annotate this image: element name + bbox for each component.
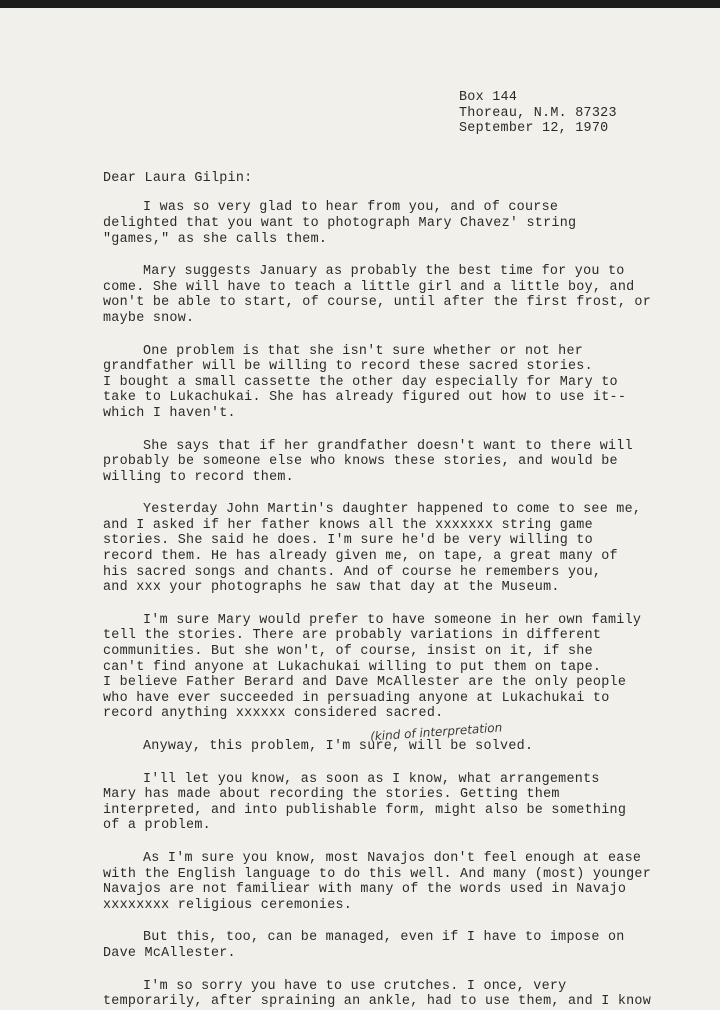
handwritten-annotation: (kind of interpretation [369, 720, 503, 744]
letter-body [103, 90, 663, 1010]
paragraph: Yesterday John Martin's daughter happened to come to see me, and I asked if her father knows all the xxxxxxx string game stories. She said he does. I'm sure he'd be very willing to record them. He has already given me, on tape, a great many of his sacred songs and chants. And of course he remembers you, and xxx your photographs he saw that day at the Museum. [103, 502, 642, 596]
letter-date: September 12, 1970 [459, 121, 609, 137]
paragraph: I'm sure Mary would prefer to have someone in her own family tell the stories. There are probably variations in different communities. But she won't, of course, insist on it, if she can't find anyone at Lukachukai willing to put them on tape. I believe Father Berard and Dave McAllester are the only people who have ever succeeded in persuading anyone at Lukachukai to record anything xxxxxx considered sacred. [103, 612, 642, 722]
paragraph: I'll let you know, as soon as I know, what arrangements Mary has made about recording the stories. Getting them interpreted, and into publishable form, might also be something of a problem. [103, 771, 627, 834]
return-address [459, 90, 663, 137]
salutation: Dear Laura Gilpin: [103, 170, 253, 186]
paragraph: One problem is that she isn't sure whether or not her grandfather will be willing to record these sacred stories. I bought a small cassette the other day especially for Mary to take to Lukachukai. She has already figured out how to use it-- which I haven't. [103, 343, 627, 421]
top-edge-bar [0, 0, 720, 8]
paragraph: I'm so sorry you have to use crutches. I once, very temporarily, after spraining an ankle, had to use them, and I know [103, 978, 652, 1010]
address-line: Box 144 [459, 90, 518, 105]
paragraph: But this, too, can be managed, even if I have to impose on Dave McAllester. [103, 930, 625, 961]
paragraph: Anyway, this problem, I'm sure, will be solved. [143, 739, 534, 754]
paragraph: As I'm sure you know, most Navajos don't feel enough at ease with the English language to do this well. And many (most) younger Navajos are not familiear with many of the words used in Navajo xxxxxxxx religious ceremonies. [103, 850, 652, 913]
paragraph: I was so very glad to hear from you, and of course delighted that you want to photograph Mary Chavez' string "games," as she calls them. [103, 200, 577, 247]
paragraph: She says that if her grandfather doesn't want to there will probably be someone else who knows these stories, and would be willing to record them. [103, 438, 633, 485]
address-line: Thoreau, N.M. 87323 [459, 105, 617, 121]
paragraph: Mary suggests January as probably the best time for you to come. She will have to teach a little girl and a little boy, and won't be able to start, of course, until after the first frost, or maybe snow. [103, 264, 652, 326]
